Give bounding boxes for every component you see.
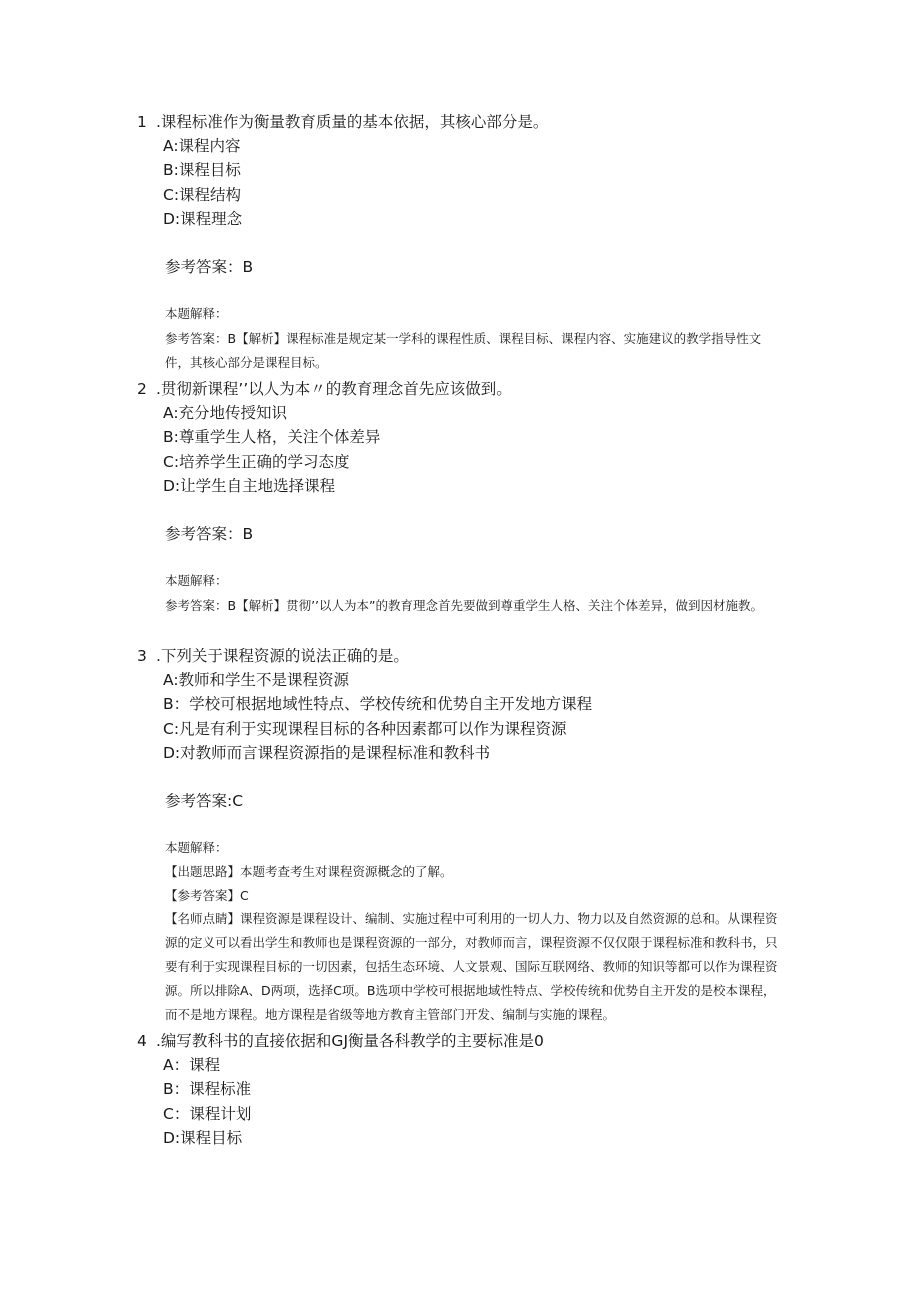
question-number: 3 <box>137 647 147 665</box>
option-a: A:充分地传授知识 <box>163 404 288 422</box>
option-c: C:课程结构 <box>163 186 242 204</box>
reference-answer: 参考答案:C <box>165 792 244 810</box>
option-d: D:课程理念 <box>163 210 243 228</box>
explanation-text: 参考答案：B【解析】贯彻’’以人为本”的教育理念首先要做到尊重学生人格、关注个体差异，做到因材施教。 <box>165 598 764 613</box>
option-b: B：课程标准 <box>163 1080 252 1098</box>
option-c: C:培养学生正确的学习态度 <box>163 453 350 471</box>
question-number: 2 <box>137 380 147 398</box>
reference-answer: 参考答案：B <box>165 258 254 276</box>
explanation-title: 本题解释： <box>165 840 228 855</box>
question-text: .贯彻新课程’’以人为本〃的教育理念首先应该做到。 <box>156 380 512 398</box>
option-d: D:对教师而言课程资源指的是课程标准和教科书 <box>163 744 491 762</box>
question-number: 4 <box>137 1032 147 1050</box>
option-b: B:课程目标 <box>163 161 241 179</box>
option-d: D:课程目标 <box>163 1129 243 1147</box>
reference-answer: 参考答案：B <box>165 525 254 543</box>
explanation-text: 参考答案：B【解析】课程标准是规定某一学科的课程性质、课程目标、课程内容、实施建议的教学指导性文件，其核心部分是课程目标。 <box>165 331 762 370</box>
option-a: A:课程内容 <box>163 137 241 155</box>
explanation-title: 本题解释： <box>165 306 228 321</box>
question-number: 1 <box>137 113 147 131</box>
option-a: A：课程 <box>163 1056 221 1074</box>
explanation-line: 【出题思路】本题考查考生对课程资源概念的了解。 <box>165 864 453 879</box>
question-text: .下列关于课程资源的说法正确的是。 <box>156 647 409 665</box>
explanation-title: 本题解释： <box>165 573 228 588</box>
option-a: A:教师和学生不是课程资源 <box>163 671 350 689</box>
explanation-line: 【参考答案】C <box>165 888 249 903</box>
option-b: B:尊重学生人格，关注个体差异 <box>163 428 381 446</box>
question-text: .课程标准作为衡量教育质量的基本依据，其核心部分是。 <box>156 113 549 131</box>
option-b: B：学校可根据地域性特点、学校传统和优势自主开发地方课程 <box>163 695 593 713</box>
explanation-text: 【名师点睛】课程资源是课程设计、编制、实施过程中可利用的一切人力、物力以及自然资源的总和。从课程资源的定义可以看出学生和教师也是课程资源的一部分，对教师而言，课程资源不仅仅限于课程标准和教科书，只要有利于实现课程目标的一切因素，包括生态环境、人文景观、国际互联网络、教师的知识等都可以作为课程资源。所以排除A、D两项，选择C项。B选项中学校可根据地域性特点、学校传统和优势自主开发的是校本课程，而不是地方课程。地方课程是省级等地方教育主管部门开发、编制与实施的课程。 <box>165 911 778 1022</box>
option-c: C:凡是有利于实现课程目标的各种因素都可以作为课程资源 <box>163 720 567 738</box>
option-d: D:让学生自主地选择课程 <box>163 477 336 495</box>
option-c: C：课程计划 <box>163 1105 252 1123</box>
question-text: .编写教科书的直接依据和GJ衡量各科教学的主要标准是0 <box>156 1032 544 1050</box>
